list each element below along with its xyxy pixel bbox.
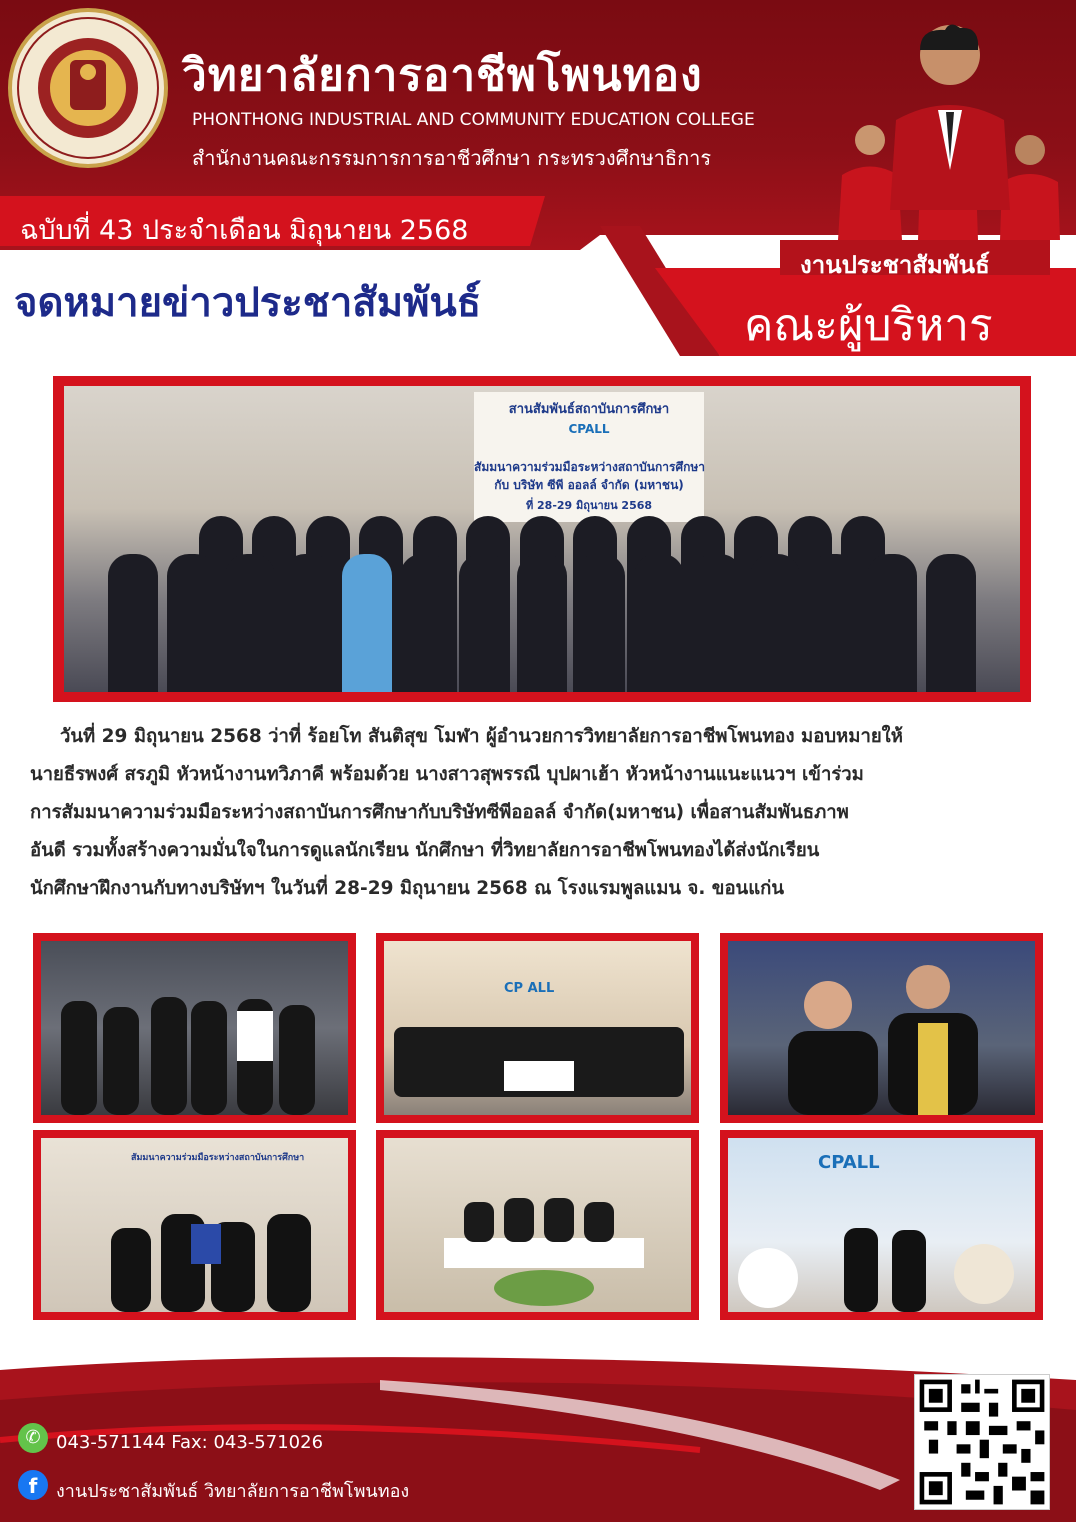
banner-line-3: กับ บริษัท ซีพี ออลล์ จำกัด (มหาชน)	[494, 478, 684, 492]
thumb6-banner: CPALL	[818, 1152, 880, 1173]
cpall-logo: CPALL	[568, 422, 610, 436]
event-banner	[474, 392, 704, 522]
article-line-5: นักศึกษาฝึกงานกับทางบริษัทฯ ในวันที่ 28-29 มิถุนายน 2568 ณ โรงแรมพูลแมน จ. ขอนแก่น	[30, 878, 784, 899]
banner-line-4: ที่ 28-29 มิถุนายน 2568	[525, 499, 653, 512]
phone-fax-text[interactable]: 043-571144 Fax: 043-571026	[56, 1432, 324, 1453]
banner-line-1: สานสัมพันธ์สถาบันการศึกษา	[508, 402, 670, 417]
college-office: สำนักงานคณะกรรมการการอาชีวศึกษา กระทรวงศึกษาธิการ	[192, 146, 712, 170]
thumbnail-4	[33, 1130, 356, 1320]
thumb2-banner: CP ALL	[504, 981, 555, 996]
thumbnail-6	[720, 1130, 1043, 1320]
thumbnail-1	[33, 933, 356, 1123]
executives-label: คณะผู้บริหาร	[744, 300, 993, 351]
college-name-english: PHONTHONG INDUSTRIAL AND COMMUNITY EDUCATION COLLEGE	[192, 110, 755, 130]
article-line-1: วันที่ 29 มิถุนายน 2568 ว่าที่ ร้อยโท สันติสุข โมฬา ผู้อำนวยการวิทยาลัยการอาชีพโพนทอง มอบหมายให้	[60, 726, 903, 747]
facebook-icon: f	[18, 1470, 48, 1500]
pr-department-label: งานประชาสัมพันธ์	[800, 251, 990, 279]
thumbnail-5	[376, 1130, 699, 1320]
newsletter-title: จดหมายข่าวประชาสัมพันธ์	[14, 280, 482, 326]
college-name-thai: วิทยาลัยการอาชีพโพนทอง	[182, 50, 703, 101]
issue-number: ฉบับที่ 43 ประจำเดือน มิถุนายน 2568	[20, 215, 469, 246]
main-group-photo	[64, 386, 1020, 692]
thumbnail-2	[376, 933, 699, 1123]
facebook-page-text[interactable]: งานประชาสัมพันธ์ วิทยาลัยการอาชีพโพนทอง	[56, 1481, 410, 1502]
article-body	[30, 718, 1050, 908]
front-row-people	[64, 554, 1020, 692]
article-line-3: การสัมมนาความร่วมมือระหว่างสถาบันการศึกษากับบริษัทซีพีออลล์ จำกัด(มหาชน) เพื่อสานสัมพันธภาพ	[30, 802, 849, 823]
article-line-4: อันดี รวมทั้งสร้างความมั่นใจในการดูแลนักเรียน นักศึกษา ที่วิทยาลัยการอาชีพโพนทองได้ส่งนักเรียน	[30, 840, 820, 861]
college-logo	[8, 8, 168, 168]
banner-line-2: สัมมนาความร่วมมือระหว่างสถาบันการศึกษา	[474, 460, 705, 474]
phone-icon: ✆	[18, 1423, 48, 1453]
thumbnail-3	[720, 933, 1043, 1123]
qr-code[interactable]	[914, 1374, 1050, 1510]
executives-photo	[820, 10, 1070, 240]
thumb4-banner: สัมมนาความร่วมมือระหว่างสถาบันการศึกษา	[131, 1153, 305, 1163]
article-line-2: นายธีรพงศ์ สรภูมิ หัวหน้างานทวิภาคี พร้อมด้วย นางสาวสุพรรณี บุปผาเฮ้า หัวหน้างานแนะแนวฯ เข้าร่วม	[30, 764, 864, 785]
